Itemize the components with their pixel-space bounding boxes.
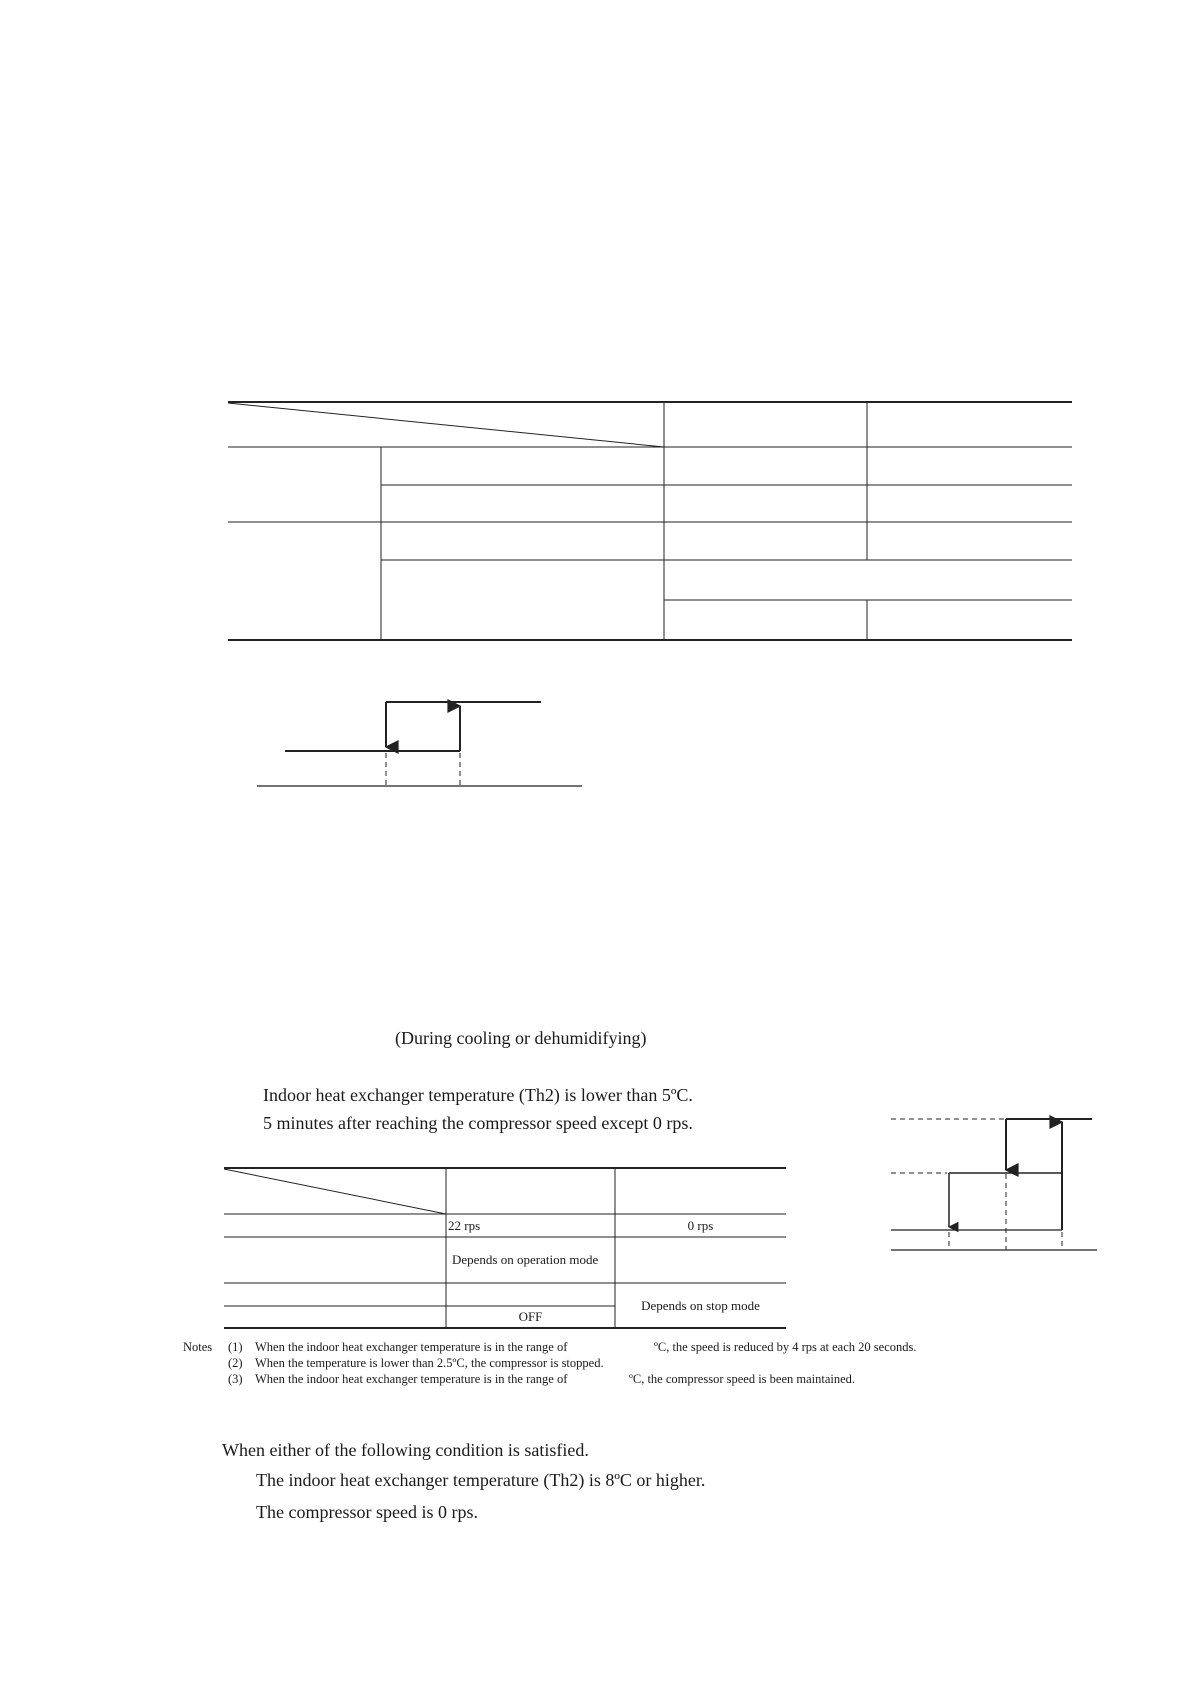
section-heading: (During cooling or dehumidifying) xyxy=(395,1028,647,1048)
speed-cell-0rps: 0 rps xyxy=(687,1218,714,1233)
notes-label: Notes xyxy=(183,1340,213,1354)
note-1-number: (1) xyxy=(228,1340,243,1354)
start-condition-1: Indoor heat exchanger temperature (Th2) is lower than 5ºC. xyxy=(263,1085,693,1105)
note-3-text-after: ºC, the compressor speed is been maintained. xyxy=(629,1372,856,1386)
end-condition-2: The compressor speed is 0 rps. xyxy=(256,1502,478,1522)
note-3-text: When the indoor heat exchanger temperature is in the range of xyxy=(255,1372,568,1386)
off-cell: OFF xyxy=(518,1309,543,1324)
note-2-number: (2) xyxy=(228,1356,243,1370)
start-condition-2: 5 minutes after reaching the compressor speed except 0 rps. xyxy=(263,1113,693,1133)
note-2-text: When the temperature is lower than 2.5ºC, the compressor is stopped. xyxy=(255,1356,604,1370)
end-condition-1: The indoor heat exchanger temperature (Th2) is 8ºC or higher. xyxy=(256,1470,706,1490)
stop-mode-cell: Depends on stop mode xyxy=(641,1298,760,1313)
operation-mode-cell: Depends on operation mode xyxy=(452,1252,599,1267)
note-3-number: (3) xyxy=(228,1372,243,1386)
end-conditions-intro: When either of the following condition is satisfied. xyxy=(222,1440,589,1460)
note-1-text-after: ºC, the speed is reduced by 4 rps at each 20 seconds. xyxy=(654,1340,917,1354)
note-1-text: When the indoor heat exchanger temperature is in the range of xyxy=(255,1340,568,1354)
speed-cell-22rps: 22 rps xyxy=(448,1218,481,1233)
